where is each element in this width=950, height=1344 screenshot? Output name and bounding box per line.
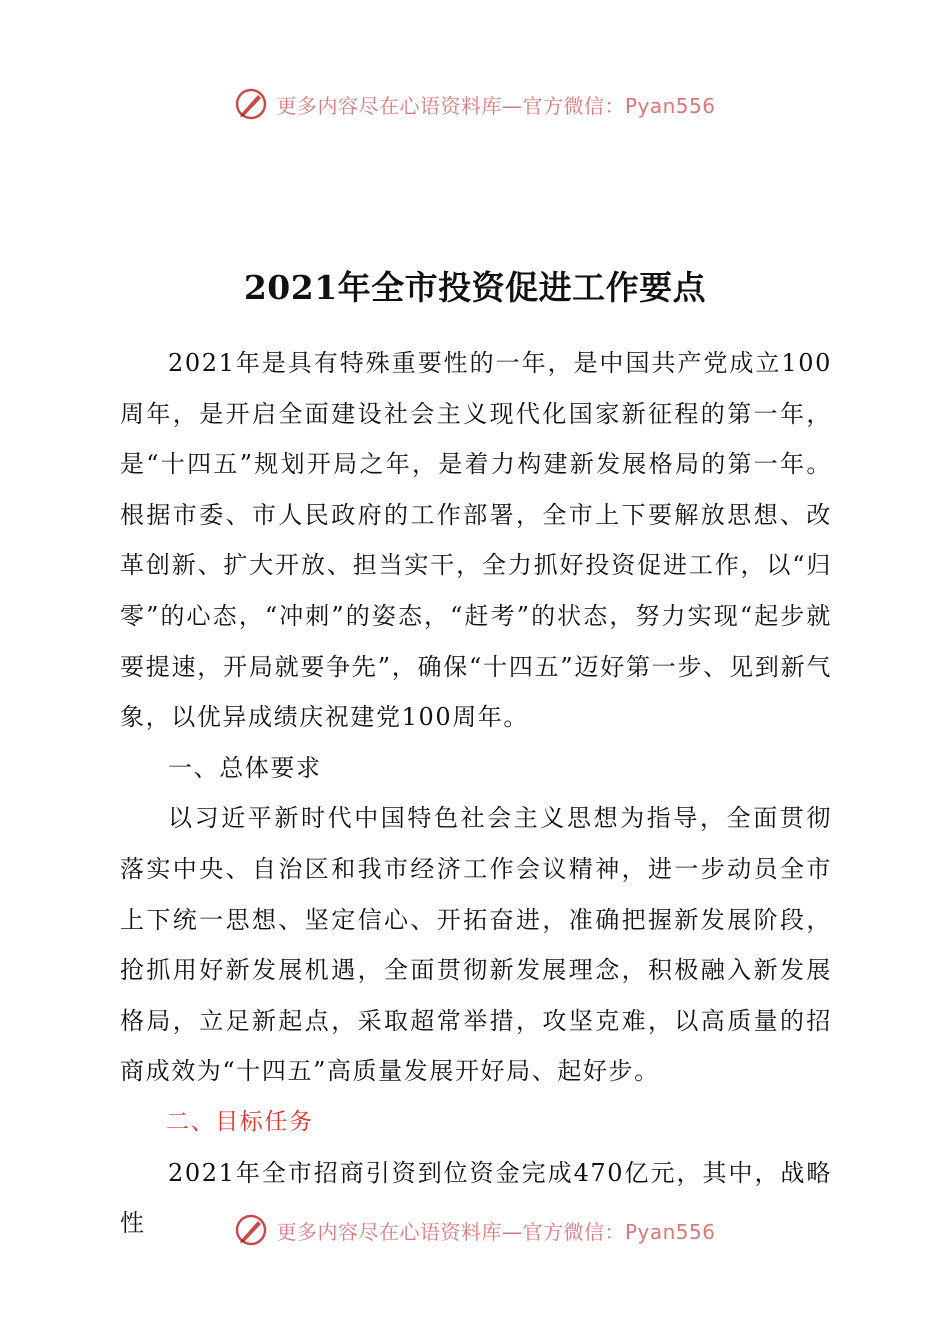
section-paragraph-targets: 2021年全市招商引资到位资金完成470亿元，其中，战略性: [120, 1158, 832, 1238]
watermark-header: [0, 84, 950, 124]
section-paragraph-overall-requirements: 以习近平新时代中国特色社会主义思想为指导，全面贯彻落实中央、自治区和我市经济工作会议精神，进一步动员全市上下统一思想、坚定信心、开拓奋进，准确把握新发展阶段，抢抓用好新发展机遇，全面贯彻新发展理念，积极融入新发展格局，立足新起点，采取超常举措，攻坚克难，以高质量的招商成效为“十四五”高质量发展开好局、起好步。: [120, 804, 832, 1086]
intro-paragraph: 2021年是具有特殊重要性的一年，是中国共产党成立100周年，是开启全面建设社会主义现代化国家新征程的第一年，是“十四五”规划开局之年，是着力构建新发展格局的第一年。根据市委、市人民政府的工作部署，全市上下要解放思想、改革创新、扩大开放、担当实干，全力抓好投资促进工作，以“归零”的心态，“冲刺”的姿态，“赶考”的状态，努力实现“起步就要提速，开局就要争先”，确保“十四五”迈好第一步、见到新气象，以优异成绩庆祝建党100周年。: [120, 349, 832, 732]
document-title: 2021年全市投资促进工作要点: [243, 268, 707, 307]
watermark-text: 更多内容尽在心语资料库—官方微信：Pyan556: [276, 1219, 716, 1244]
section-heading-targets: 二、目标任务: [166, 1108, 314, 1135]
watermark-footer: [0, 1210, 950, 1250]
section-heading-overall-requirements: 一、总体要求: [168, 753, 322, 782]
document-body: [120, 338, 832, 1249]
pen-logo-icon: [234, 1213, 268, 1247]
pen-logo-icon: [234, 87, 268, 121]
watermark-text: 更多内容尽在心语资料库—官方微信：Pyan556: [276, 93, 716, 118]
